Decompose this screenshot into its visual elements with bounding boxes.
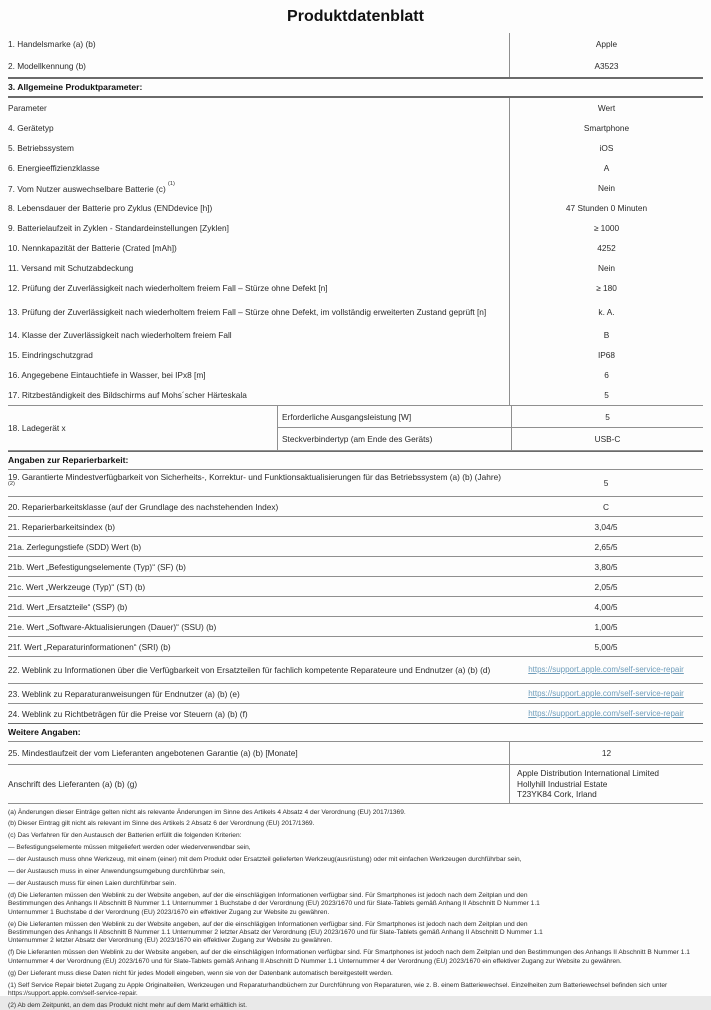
row-label: 13. Prüfung der Zuverlässigkeit nach wiederholtem freiem Fall – Stürze ohne Defekt, im vollständig erweiterten Zustand geprüft [n] [8, 305, 509, 319]
row-label: 21c. Wert „Werkzeuge (Typ)“ (ST) (b) [8, 580, 509, 594]
row-label: 14. Klasse der Zuverlässigkeit nach wiederholtem freiem Fall [8, 328, 509, 342]
row-label: 2. Modellkennung (b) [8, 59, 509, 73]
table-row-supplier-address [8, 765, 703, 804]
repair-instructions-weblink[interactable]: https://support.apple.com/self-service-repair [528, 689, 684, 699]
footnote: (a) Änderungen dieser Einträge gelten nicht als relevante Änderungen im Sinne des Artikels 4 Absatz 4 der Verordnung (EU) 2017/1369. [8, 809, 703, 817]
row-value: A3523 [509, 55, 703, 77]
row-label: 22. Weblink zu Informationen über die Verfügbarkeit von Ersatzteilen für fachlich kompetente Reparateure und Endnutzer (a) (b) (d) [8, 663, 509, 677]
table-row-model [8, 55, 703, 77]
row-label: Anschrift des Lieferanten (a) (b) (g) [8, 777, 509, 791]
row-value: k. A. [509, 298, 703, 325]
row-label: 21e. Wert „Software-Aktualisierungen (Dauer)“ (SSU) (b) [8, 620, 509, 634]
table-row [8, 637, 703, 657]
row-value: C [509, 497, 703, 516]
table-row [8, 597, 703, 617]
row-value: Apple [509, 33, 703, 55]
footnote: (d) Die Lieferanten müssen den Weblink zu der Website angeben, auf der die einschlägigen Informationen verfügbar sind. Für Smartphones ist jedoch nach dem Zeitplan und den Bestimmungen des Anhangs II Abschnitt B Nummer 1.1 Unternummer 1 Buchstabe d der Verordnung (EU) 2023/1670 und für Slate-Tablets gemäß Anhang II Abschnitt D Nummer 1.1 Unternummer 1 Buchstabe d der Verordnung (EU) 2023/1670 ein effektiver Zugang zur Website zu gewähren. [8, 892, 703, 917]
footnote-criterion: — Befestigungselemente müssen mitgeliefert werden oder wiederverwendbar sein, [8, 844, 703, 852]
address-line: T23YK84 Cork, Irland [517, 789, 659, 800]
row-label: 16. Angegebene Eintauchtiefe in Wasser, bei IPx8 [m] [8, 368, 509, 382]
table-row-brand [8, 33, 703, 55]
row-value: 3,04/5 [509, 517, 703, 536]
row-value: 5 [509, 470, 703, 496]
row-value: USB-C [512, 428, 703, 450]
footnote: (b) Dieser Eintrag gilt nicht als relevant im Sinne des Artikels 2 Absatz 6 der Verordnung (EU) 2017/1369. [8, 820, 703, 828]
address-line: Apple Distribution International Limited [517, 768, 659, 779]
footnotes-section [8, 804, 703, 1010]
footnote-criterion: — der Austausch muss ohne Werkzeug, mit einem (einer) mit dem Produkt oder Ersatzteil gelieferten Werkzeug(ausrüstung) oder mit einfachen Werkzeugen durchführbar sein, [8, 856, 703, 864]
row-label: 21f. Wert „Reparaturinformationen“ (SRI) (b) [8, 640, 509, 654]
table-row [8, 517, 703, 537]
table-row [8, 218, 703, 238]
charger-values [512, 406, 703, 450]
footnote: (g) Der Lieferant muss diese Daten nicht für jedes Modell eingeben, wenn sie von der Datenbank automatisch bereitgestellt werden. [8, 970, 703, 978]
row-value: 3,80/5 [509, 557, 703, 576]
supplier-address [509, 765, 703, 803]
row-value: A [509, 158, 703, 178]
row-value: 5 [512, 406, 703, 428]
charger-row [8, 405, 703, 451]
charger-sub-label: Steckverbindertyp (am Ende des Geräts) [278, 428, 511, 450]
table-row [8, 617, 703, 637]
table-row [8, 198, 703, 218]
column-header-parameter: Parameter [8, 101, 509, 115]
table-row [8, 238, 703, 258]
row-label: 18. Ladegerät x [8, 406, 277, 450]
row-value: 1,00/5 [509, 617, 703, 636]
row-value: 2,65/5 [509, 537, 703, 556]
footnote: (f) Die Lieferanten müssen den Weblink zu der Website angeben, auf der die einschlägigen Informationen verfügbar sind. Für Smartphones ist jedoch nach dem Zeitplan und den Bestimmungen des Anhangs II Abschnitt B Nummer 1.1 Unternummer 4 der Verordnung (EU) 2023/1670 und für Slate-Tablets gemäß Anhang II Abschnitt D Nummer 1.1 Unternummer 4 der Verordnung (EU) 2023/1670 ein effektiver Zugang zur Website zu gewähren. [8, 949, 703, 966]
row-label: 4. Gerätetyp [8, 121, 509, 135]
row-value [509, 704, 703, 723]
table-row [8, 385, 703, 405]
row-label: 9. Batterielaufzeit in Zyklen - Standardeinstellungen [Zyklen] [8, 221, 509, 235]
row-value: Nein [509, 178, 703, 198]
table-row [8, 470, 703, 497]
table-row [8, 298, 703, 325]
row-label: 20. Reparierbarkeitsklasse (auf der Grundlage des nachstehenden Index) [8, 500, 509, 514]
row-value: iOS [509, 138, 703, 158]
section-header-general: 3. Allgemeine Produktparameter: [8, 77, 703, 98]
row-label: 5. Betriebssystem [8, 141, 509, 155]
row-value: 2,05/5 [509, 577, 703, 596]
section-header-repairability: Angaben zur Reparierbarkeit: [8, 451, 703, 470]
row-label: 10. Nennkapazität der Batterie (Crated [mAh]) [8, 241, 509, 255]
row-label: 1. Handelsmarke (a) (b) [8, 37, 509, 51]
row-value [509, 684, 703, 703]
row-label: 7. Vom Nutzer auswechselbare Batterie (c) $^{(1)}$ [8, 180, 509, 196]
table-row [8, 365, 703, 385]
table-row [8, 158, 703, 178]
table-row [8, 178, 703, 198]
row-value: 12 [509, 742, 703, 764]
table-row [8, 537, 703, 557]
row-value: 47 Stunden 0 Minuten [509, 198, 703, 218]
row-value: B [509, 325, 703, 345]
table-row-weblink [8, 657, 703, 684]
table-row [8, 577, 703, 597]
address-line: Hollyhill Industrial Estate [517, 779, 659, 790]
charger-sub-label: Erforderliche Ausgangsleistung [W] [278, 406, 511, 428]
row-label: 21a. Zerlegungstiefe (SDD) Wert (b) [8, 540, 509, 554]
table-row [8, 557, 703, 577]
table-row [8, 497, 703, 517]
table-row [8, 118, 703, 138]
row-value: 6 [509, 365, 703, 385]
row-label: 19. Garantierte Mindestverfügbarkeit von Sicherheits-, Korrektur- und Funktionsaktualisierungen für das Betriebssystem (a) (b) (Jahre) $^{(2)}$ [8, 470, 509, 496]
page-title: Produktdatenblatt [8, 8, 703, 26]
row-value: 5 [509, 385, 703, 405]
row-value: 4,00/5 [509, 597, 703, 616]
price-guide-weblink[interactable]: https://support.apple.com/self-service-repair [528, 709, 684, 719]
footnote-criterion: — der Austausch muss für einen Laien durchführbar sein. [8, 880, 703, 888]
row-label: 8. Lebensdauer der Batterie pro Zyklus (ENDdevice [h]) [8, 201, 509, 215]
table-row [8, 278, 703, 298]
spare-parts-weblink[interactable]: https://support.apple.com/self-service-repair [528, 665, 684, 675]
footnote: (e) Die Lieferanten müssen den Weblink zu der Website angeben, auf der die einschlägigen Informationen verfügbar sind. Für Smartphones ist jedoch nach dem Zeitplan und den Bestimmungen des Anhangs II Abschnitt B Nummer 1.1 Unternummer 2 letzter Absatz der Verordnung (EU) 2023/1670 und für Slate-Tablets gemäß Anhang II Abschnitt D Nummer 1.1 Unternummer 2 letzter Absatz der Verordnung (EU) 2023/1670 ein effektiver Zugang zur Website zu gewähren. [8, 921, 703, 946]
row-label: 12. Prüfung der Zuverlässigkeit nach wiederholtem freiem Fall – Stürze ohne Defekt [n] [8, 281, 509, 295]
row-label: 21b. Wert „Befestigungselemente (Typ)“ (SF) (b) [8, 560, 509, 574]
table-row-weblink [8, 684, 703, 704]
row-label: 6. Energieeffizienzklasse [8, 161, 509, 175]
column-header-value: Wert [509, 98, 703, 118]
row-label: 15. Eindringschutzgrad [8, 348, 509, 362]
row-value: 4252 [509, 238, 703, 258]
table-row-warranty [8, 742, 703, 765]
footnote-criterion: — der Austausch muss in einer Anwendungsumgebung durchführbar sein, [8, 868, 703, 876]
table-row-weblink [8, 704, 703, 723]
row-value: IP68 [509, 345, 703, 365]
table-column-header-row [8, 98, 703, 118]
row-value: ≥ 180 [509, 278, 703, 298]
table-row [8, 325, 703, 345]
row-value: Nein [509, 258, 703, 278]
section-header-more: Weitere Angaben: [8, 723, 703, 742]
charger-subtable [277, 406, 512, 450]
row-label: 17. Ritzbeständigkeit des Bildschirms auf Mohs´scher Härteskala [8, 388, 509, 402]
row-label: 23. Weblink zu Reparaturanweisungen für Endnutzer (a) (b) (e) [8, 687, 509, 701]
table-row [8, 345, 703, 365]
table-row [8, 138, 703, 158]
row-label: 21d. Wert „Ersatzteile“ (SSP) (b) [8, 600, 509, 614]
footnote: (1) Self Service Repair bietet Zugang zu Apple Originalteilen, Werkzeugen und Reparaturhandbüchern zur Durchführung von Reparaturen, wie z. B. einem Batteriewechsel. Einzelheiten zum Batteriewechsel befinden sich unter https://support.apple.com/self-service-repair. [8, 982, 703, 999]
row-label: 11. Versand mit Schutzabdeckung [8, 261, 509, 275]
table-row [8, 258, 703, 278]
footnote: (2) Ab dem Zeitpunkt, an dem das Produkt nicht mehr auf dem Markt erhältlich ist. [8, 1002, 703, 1010]
row-label: 24. Weblink zu Richtbeträgen für die Preise vor Steuern (a) (b) (f) [8, 707, 509, 721]
row-value [509, 657, 703, 683]
row-value: 5,00/5 [509, 637, 703, 656]
row-value: ≥ 1000 [509, 218, 703, 238]
footnote: (c) Das Verfahren für den Austausch der Batterien erfüllt die folgenden Kriterien: [8, 832, 703, 840]
row-label: 21. Reparierbarkeitsindex (b) [8, 520, 509, 534]
row-value: Smartphone [509, 118, 703, 138]
row-label: 25. Mindestlaufzeit der vom Lieferanten angebotenen Garantie (a) (b) [Monate] [8, 746, 509, 760]
